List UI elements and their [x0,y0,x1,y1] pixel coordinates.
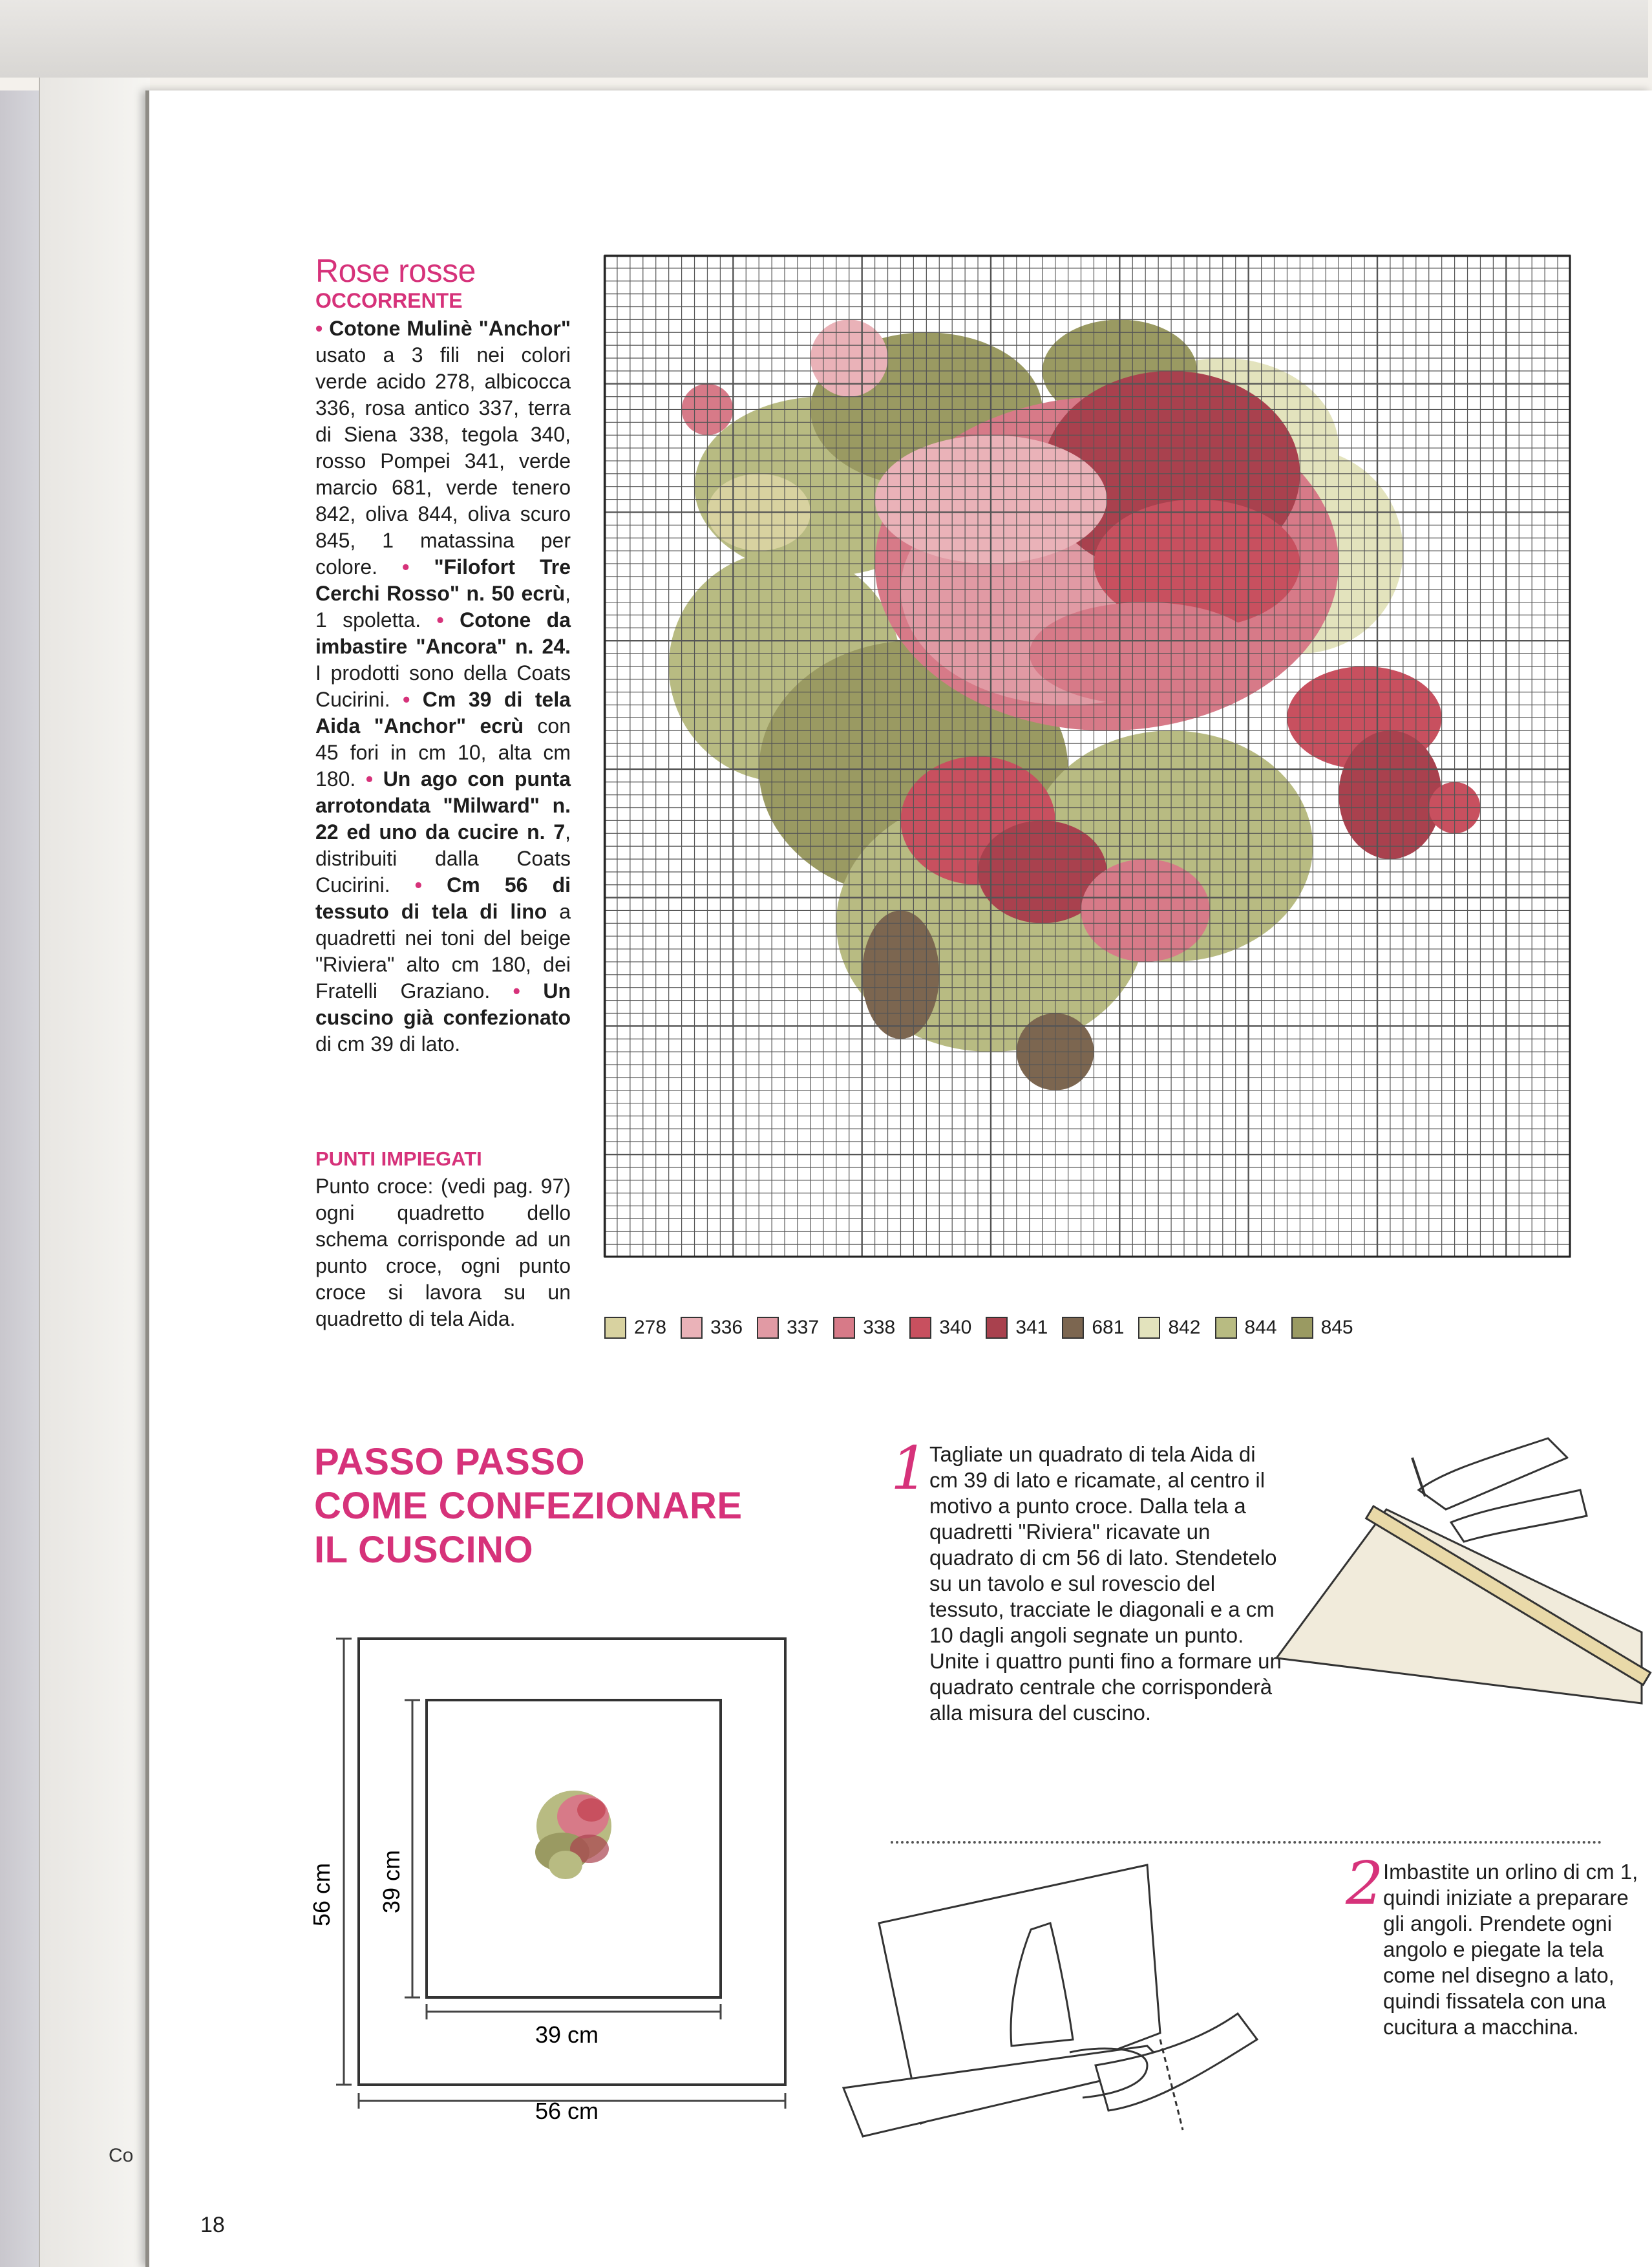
legend-code: 336 [710,1317,743,1338]
legend-item-278 [604,1317,666,1339]
material-name: Cm 56 di tessuto di tela di lino [315,873,571,923]
legend-swatch [1291,1317,1313,1339]
legend-item-337 [757,1317,819,1339]
material-detail: con 45 fori in cm 10, alta cm 180. [315,714,571,791]
legend-item-340 [909,1317,971,1339]
stitches-text: Punto croce: (vedi pag. 97) ogni quadretto dello schema corrisponde ad un punto croce, ogni punto croce si lavora su un quadretto di tela Aida. [315,1175,571,1330]
outer-height-label: 56 cm [308,1862,335,1926]
material-name: Un ago con punta arrotondata "Milward" n. 22 ed uno da cucire n. 7 [315,767,571,844]
inner-width-label: 39 cm [535,2021,599,2048]
cross-stitch-chart [604,255,1571,1257]
step-2-illustration [843,1852,1380,2136]
legend-code: 681 [1092,1317,1125,1338]
outer-width-label: 56 cm [535,2098,599,2124]
material-detail: , 1 spoletta. [315,582,571,632]
legend-item-338 [833,1317,895,1339]
bullet-icon: • [390,873,447,897]
cushion-measure-diagram [308,1616,827,2146]
underlying-page-edge [39,78,150,2267]
material-detail: I prodotti sono della Coats Cucirini. [315,661,571,711]
legend-code: 341 [1015,1317,1048,1338]
title-line-2: COME CONFEZIONARE [314,1485,743,1527]
materials-list [315,315,571,1058]
legend-code: 340 [939,1317,972,1338]
step-divider [891,1841,1602,1844]
material-name: Cm 39 di tela Aida "Anchor" ecrù [315,688,571,738]
step-1-illustration [1276,1419,1651,1716]
bullet-icon: • [315,317,330,340]
title-line-1: PASSO PASSO [314,1441,586,1483]
fabric-square [1276,1509,1642,1703]
bullet-icon: • [377,555,434,579]
material-detail: , distribuiti dalla Coats Cucirini. [315,820,571,897]
legend-code: 337 [787,1317,820,1338]
legend-item-842 [1138,1317,1200,1339]
scanner-background [0,0,1648,78]
legend-code: 278 [634,1317,667,1338]
bullet-icon: • [390,688,423,711]
legend-item-341 [986,1317,1048,1339]
legend-swatch [604,1317,626,1339]
mini-rose-motif [535,1791,611,1879]
legend-item-681 [1062,1317,1124,1339]
legend-swatch [681,1317,703,1339]
bullet-icon: • [421,608,460,632]
material-detail: a quadretti nei toni del beige "Riviera" alto cm 180, dei Fratelli Graziano. [315,900,571,1003]
step-1-text: Tagliate un quadrato di tela Aida di cm 39 di lato e ricamate, al centro il motivo a punto croce. Dalla tela a quadretti "Riviera" ricavate un quadrato di cm 56 di lato. Stendetelo su un tavolo e sul rovescio del tessuto, tracciate le diagonali e a cm 10 dagli angoli segnate un punto. Unite i quattro punti fino a formare un quadrato centrale che corrisponderà alla misura del cuscino. [929,1442,1282,1725]
title-line-3: IL CUSCINO [314,1529,534,1571]
bullet-icon: • [355,767,383,791]
legend-swatch [986,1317,1008,1339]
legend-code: 844 [1244,1317,1277,1338]
legend-item-844 [1215,1317,1277,1339]
legend-code: 842 [1168,1317,1201,1338]
legend-code: 845 [1320,1317,1353,1338]
step-2-text: Imbastite un orlino di cm 1, quindi iniziate a preparare gli angoli. Prendete ogni angolo e piegate la tela come nel disegno a lato, quindi fissatela con una cucitura a macchina. [1383,1860,1638,2039]
legend-swatch [833,1317,855,1339]
step-number-2: 2 [1346,1849,1384,1918]
legend-swatch [909,1317,931,1339]
legend-item-336 [681,1317,743,1339]
material-name: Un cuscino già confezionato [315,979,571,1029]
legend-swatch [1215,1317,1237,1339]
legend-item-845 [1291,1317,1353,1339]
material-detail: di cm 39 di lato. [315,1032,461,1056]
material-name: Cotone Mulinè "Anchor" [329,317,571,340]
inner-height-label: 39 cm [378,1849,405,1913]
material-name: Cotone da imbastire "Ancora" n. 24. [315,608,571,658]
materials-heading: OCCORRENTE [315,289,463,312]
step-by-step-title [314,1440,743,1572]
legend-swatch [1138,1317,1160,1339]
legend-swatch [757,1317,779,1339]
stitches-heading: PUNTI IMPIEGATI [315,1147,482,1170]
legend-code: 338 [863,1317,896,1338]
underlying-page-text: Co [109,2145,134,2166]
bullet-icon: • [490,979,544,1003]
page-number: 18 [200,2213,225,2237]
material-name: "Filofort Tre Cerchi Rosso" n. 50 ecrù [315,555,571,605]
section-title: Rose rosse [315,253,476,289]
color-legend [604,1312,1368,1343]
step-number-1: 1 [891,1434,929,1503]
material-detail: usato a 3 fili nei colori verde acido 278, albicocca 336, rosa antico 337, terra di Siena 338, tegola 340, rosso Pompei 341, verde marcio 681, verde tenero 842, oliva 844, oliva scuro 845, 1 matassina per colore. [315,343,571,579]
legend-swatch [1062,1317,1084,1339]
